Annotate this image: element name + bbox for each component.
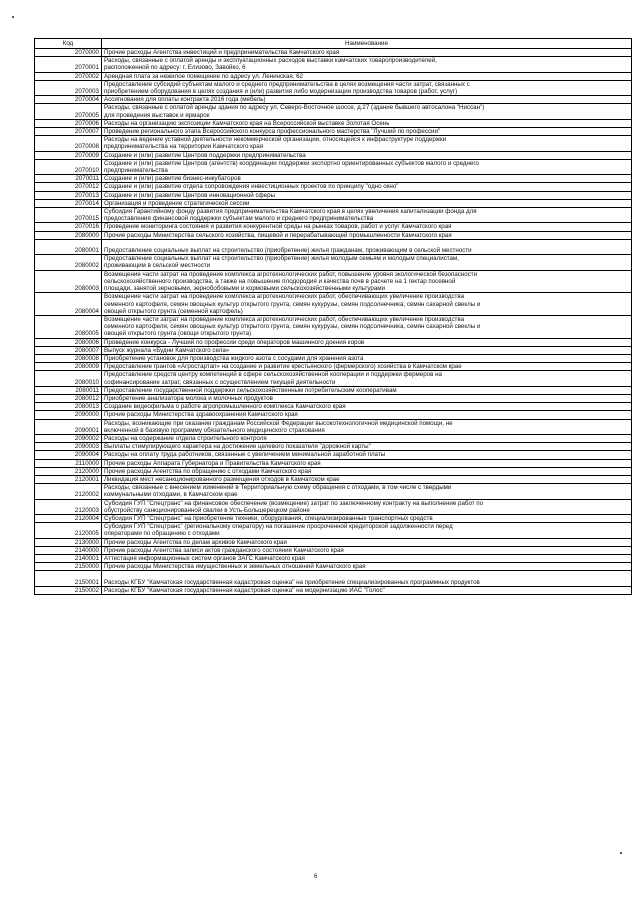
table-row [35,128,632,136]
row-code: 2080013 [35,403,102,411]
row-name: Расходы, связанные с оплатой аренды и эксплуатационных расходов выставки камчатских товаропроизводителей, расположенной по адресу: г. Елизово, Завойко, 6 [102,57,632,72]
row-name: Выплаты стимулирующего характера на достижение целевого показателя "дорожной карты" [102,443,632,451]
row-name: Расходы на оплату труда работников, связанные с увеличением минимальной заработной платы [102,451,632,459]
row-code: 2070011 [35,175,102,183]
page-number: 6 [314,874,318,880]
row-code: 2070016 [35,223,102,231]
row-code: 2110000 [35,459,102,467]
row-code: 2140000 [35,546,102,554]
row-code: 2080012 [35,394,102,402]
row-name: Возмещение части затрат на проведение комплекса агротехнологических работ, обеспечивающих увеличение производства семенного картофеля, семян овощных культур открытого грунта, семян кукурузы, семян подсолнечника, семян сахарной свеклы и овощей открытого грунта (семенной картофель) [102,293,632,316]
row-name: Расходы на ведение уставной деятельности некоммерческой организации, относящейся к инфраструктуре поддержки предпринимательства на территории Камчатского края [102,136,632,151]
table-row [35,270,632,293]
table-row [35,119,632,127]
row-code: 2070013 [35,191,102,199]
row-name: Предоставление социальных выплат на строительство (приобретение) жилья гражданам, проживающим в сельской местности [102,239,632,254]
row-name: Расходы, возникающие при оказании гражданам Российской Федерации высокотехнологичной медицинской помощи, не включенной в базовую программу обязательного медицинского страхования [102,419,632,434]
table-row [35,151,632,159]
row-code: 2120002 [35,484,102,499]
row-code: 2070007 [35,128,102,136]
table-row [35,386,632,394]
row-name: Аттестация информационных систем органов ЗАГС Камчатского края [102,555,632,563]
table-row [35,538,632,546]
row-name: Расходы КГБУ "Камчатская государственная кадастровая оценка" на приобретение специализированных программных продуктов [102,571,632,586]
row-code: 2070012 [35,183,102,191]
row-name: Расходы на содержание отдела строительного контроля [102,434,632,442]
table-row [35,523,632,538]
row-code: 2130000 [35,538,102,546]
row-code: 2070002 [35,72,102,80]
table-row [35,255,632,270]
row-code: 2080003 [35,270,102,293]
row-code: 2080006 [35,338,102,346]
scan-speck [12,16,14,18]
row-name: Прочие расходы Аппарата Губернатора и Правительства Камчатского края [102,459,632,467]
row-name: Субсидия ГУП "Спецтранс" на приобретение техники, оборудования, специализированных транспортных средств [102,514,632,522]
row-name: Арендная плата за нежилое помещение по адресу ул. Ленинская, 62 [102,72,632,80]
table-row [35,239,632,254]
table-row [35,499,632,514]
row-code: 2080010 [35,371,102,386]
table-row [35,136,632,151]
row-name: Проведение регионального этапа Всероссийского конкурса профессионального мастерства "Лучший по профессии" [102,128,632,136]
table-row [35,586,632,594]
row-name: Создание и (или) развитие бизнес-инкубаторов [102,175,632,183]
table-row [35,371,632,386]
row-code: 2080004 [35,293,102,316]
table-row [35,514,632,522]
row-name: Предоставление субсидий субъектам малого и среднего предпринимательства в целях возмещения части затрат, связанных с приобретением оборудования в целях создания и (или) развития либо модернизации производства товаров (работ, услуг) [102,80,632,95]
row-name: Проведение мониторинга состояния и развития конкурентной среды на рынках товаров, работ и услуг Камчатского края [102,223,632,231]
row-name: Расходы, связанные с внесением изменений в Территориальную схему обращения с отходами, в том числе с твердыми коммунальными отходами, в Камчатском крае [102,484,632,499]
row-code: 2080001 [35,239,102,254]
table-row [35,231,632,239]
table-row [35,443,632,451]
row-name: Создание и (или) развитие Центров инновационной сферы [102,191,632,199]
table-row [35,363,632,371]
table-row [35,546,632,554]
row-code: 2070015 [35,208,102,223]
row-code: 2080008 [35,354,102,362]
row-code: 2120005 [35,523,102,538]
row-name: Проведение конкурса - Лучший по профессии среди операторов машинного доения коров [102,338,632,346]
budget-code-table [34,38,632,595]
table-row [35,208,632,223]
table-row [35,563,632,571]
row-code: 2070006 [35,119,102,127]
row-code: 2090000 [35,411,102,419]
row-code: 2080011 [35,386,102,394]
row-name: Создание и (или) развитие отдела сопровождения инвестиционных проектов по принципу "одно окно" [102,183,632,191]
row-code: 2120000 [35,467,102,475]
row-code: 2070014 [35,199,102,207]
row-code: 2070004 [35,96,102,104]
table-row [35,571,632,586]
row-name: Ассигнования для оплаты контракта 2016 года (мебель) [102,96,632,104]
row-name: Приобретение анализатора молока и молочных продуктов [102,394,632,402]
scan-speck [620,852,622,854]
row-name: Прочие расходы Министерства имущественных и земельных отношений Камчатского края [102,563,632,571]
row-code: 2090003 [35,443,102,451]
table-row [35,419,632,434]
table-row [35,199,632,207]
row-name: Расходы на организацию экспозиции Камчатского края на Всероссийской выставке Золотая Осень [102,119,632,127]
table-row [35,223,632,231]
row-name: Предоставление социальных выплат на строительство (приобретение) жилья молодым семьям и молодым специалистам, проживающим в сельской местности [102,255,632,270]
row-name: Субсидия ГУП "Спецтранс" (региональному оператору) на погашение просроченной кредиторской задолженности перед операторами по обращению с отходами [102,523,632,538]
row-code: 2150000 [35,563,102,571]
row-code: 2070010 [35,159,102,174]
table-row [35,555,632,563]
table-row [35,191,632,199]
row-code: 2140001 [35,555,102,563]
row-name: Предоставление средств центру компетенций в сфере сельскохозяйственной кооперации и поддержки фермеров на софинансирование затрат, связанных с осуществлением текущей деятельности [102,371,632,386]
table-row [35,175,632,183]
row-code: 2120003 [35,499,102,514]
table-row [35,411,632,419]
row-name: Расходы, связанные с оплатой аренды здания по адресу ул. Северо-Восточное шоссе, д.27 (здание бывшего автосалона "Ниссан") для проведения выставок и ярмарок [102,104,632,119]
row-code: 2120004 [35,514,102,522]
row-code: 2090001 [35,419,102,434]
row-name: Прочие расходы Агентства инвестиций и предпринимательства Камчатского края [102,49,632,57]
row-code: 2150001 [35,571,102,586]
row-name: Прочие расходы Министерства сельского хозяйства, пищевой и перерабатывающей промышленности Камчатского края [102,231,632,239]
row-name: Субсидия ГУП "Спецтранс" на финансовое обеспечение (возмещение) затрат по заключенному контракту на выполнение работ по обустройству санкционированной свалки в Усть-Большерецком районе [102,499,632,514]
table-header-row [35,39,632,49]
table-row [35,183,632,191]
row-name: Создание и (или) развитие Центров (агентств) координации поддержки экспортно ориентированных субъектов малого и среднего предпринимательства [102,159,632,174]
table-row [35,49,632,57]
table-body [35,49,632,595]
row-name: Создание и (или) развитие Центров поддержки предпринимательства [102,151,632,159]
name-column-header: Наименование [102,39,632,49]
row-name: Прочие расходы Министерства здравоохранения Камчатского края [102,411,632,419]
table-row [35,293,632,316]
row-name: Прочие расходы Агентства записи актов гражданского состояния Камчатского края [102,546,632,554]
row-code: 2070000 [35,49,102,57]
table-row [35,403,632,411]
table-row [35,459,632,467]
row-name: Предоставление государственной поддержки сельскохозяйственным потребительским кооперативам [102,386,632,394]
table-row [35,467,632,475]
row-code: 2080000 [35,231,102,239]
row-code: 2070005 [35,104,102,119]
table-row [35,104,632,119]
row-code: 2080009 [35,363,102,371]
row-name: Ликвидация мест несанкционированного размещения отходов в Камчатском крае [102,475,632,483]
table-row [35,434,632,442]
table-row [35,72,632,80]
row-code: 2090004 [35,451,102,459]
row-name: Возмещение части затрат на проведение комплекса агротехнологических работ, обеспечивающих увеличение производства семенного картофеля, семян овощных культур открытого грунта, семян кукурузы, семян подсолнечника, семян сахарной свеклы и овощей открытого грунта (овощи открытого грунта) [102,315,632,338]
row-name: Создание видеофильма о работе агропромышленного комплекса Камчатского края [102,403,632,411]
table-row [35,475,632,483]
row-name: Выпуск журнала «Будни Камчатского села» [102,346,632,354]
row-code: 2120001 [35,475,102,483]
code-column-header: Код [35,39,102,49]
table-row [35,159,632,174]
table-row [35,354,632,362]
row-name: Прочие расходы Агентства по обращению с отходами Камчатского края [102,467,632,475]
row-name: Организация и проведение стратегической сессии [102,199,632,207]
row-code: 2080005 [35,315,102,338]
table-row [35,80,632,95]
row-code: 2080007 [35,346,102,354]
table-row [35,451,632,459]
table-row [35,338,632,346]
row-name: Прочие расходы Агентства по делам архивов Камчатского края [102,538,632,546]
table-row [35,484,632,499]
row-code: 2080002 [35,255,102,270]
row-name: Расходы КГБУ "Камчатская государственная кадастровая оценка" на модернизацию ИАС "Голос" [102,586,632,594]
table-row [35,315,632,338]
row-name: Предоставление грантов «Агростартап» на создание и развитие крестьянского (фермерского) хозяйства в Камчатском крае [102,363,632,371]
row-name: Возмещение части затрат на проведение комплекса агротехнологических работ, повышение уровня экологической безопасности сельскохозяйственного производства, а также на повышение плодородия и качества почв в расчете на 1 гектар посевной площади, занятой зерновыми, зернобобовыми и кормовыми сельскохозяйственными культурами [102,270,632,293]
row-code: 2150002 [35,586,102,594]
row-name: Приобретение установок для производства жидкого азота с сосудами для хранения азота [102,354,632,362]
table-row [35,96,632,104]
row-name: Субсидия Гарантийному фонду развития предпринимательства Камчатского края в целях увеличения капитализации фонда для предоставления финансовой поддержки субъектам малого и среднего предпринимательства [102,208,632,223]
row-code: 2070003 [35,80,102,95]
table-row [35,394,632,402]
row-code: 2070008 [35,136,102,151]
table-row [35,346,632,354]
row-code: 2070001 [35,57,102,72]
row-code: 2070009 [35,151,102,159]
table-row [35,57,632,72]
row-code: 2090002 [35,434,102,442]
